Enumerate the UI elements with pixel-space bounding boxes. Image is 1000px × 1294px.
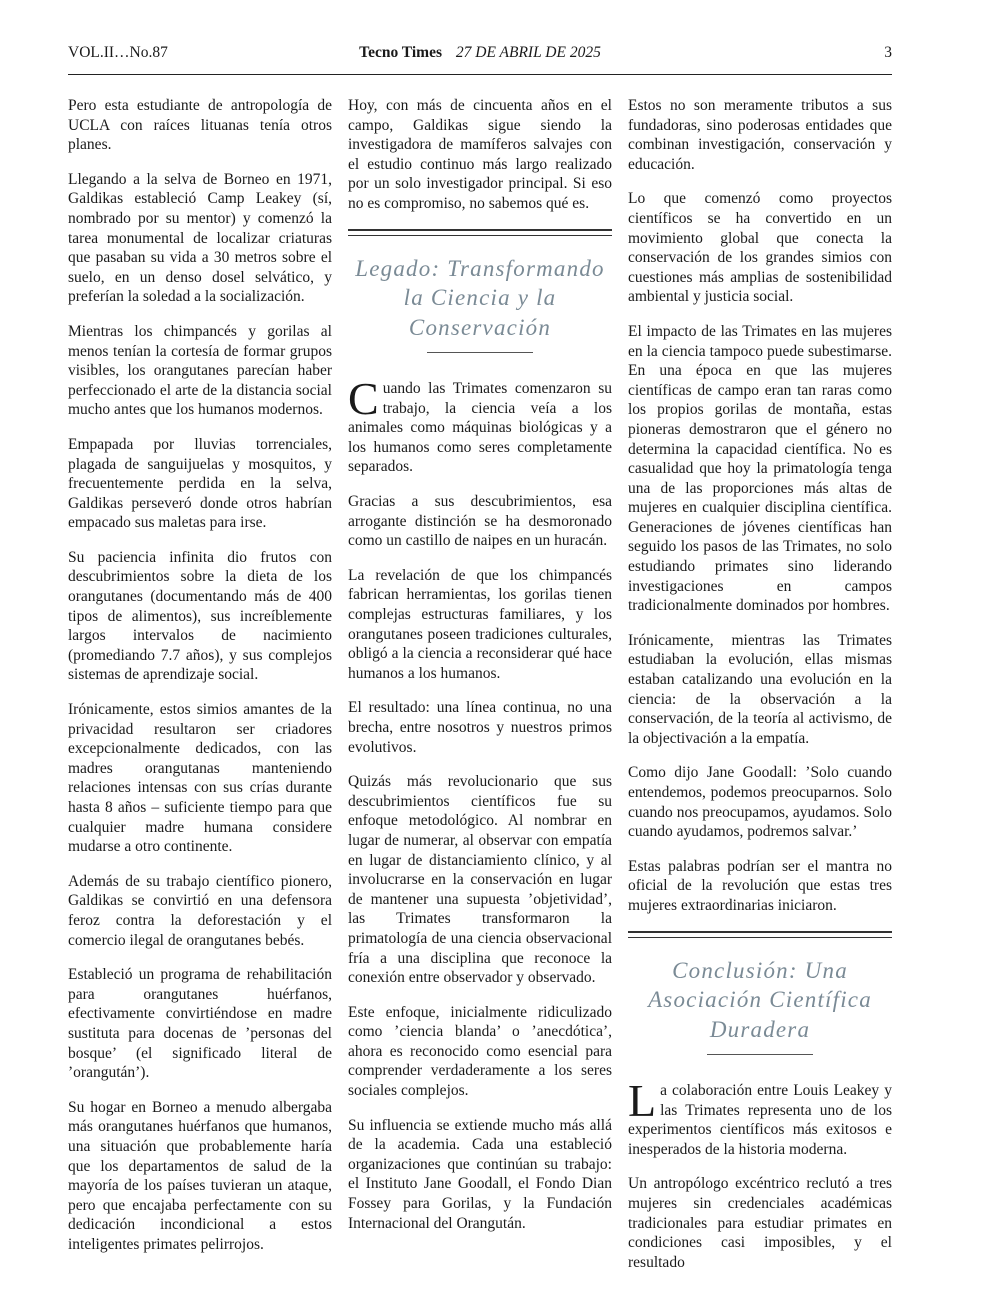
paragraph-text: a colaboración entre Louis Leakey y las Trimates representa uno de los experimentos científicos más exitosos e inesperados de la historia moderna. [628, 1082, 892, 1158]
paragraph: El impacto de las Trimates en las mujeres en la ciencia tampoco puede subestimarse. En una época en que las mujeres científicas de campo eran tan raras como los propios gorilas de montaña, estas pioneras demostraron que el género no determina la capacidad científica. No es casualidad que hoy la primatología tenga una de las proporciones más altas de mujeres en cualquier disciplina científica. Generaciones de jóvenes científicas han seguido los pasos de las Trimates, no solo estudiando primates sino liderando investigaciones en campos tradicionalmente dominados por hombres. [628, 322, 892, 615]
title-underline [427, 352, 533, 353]
paragraph: Hoy, con más de cincuenta años en el campo, Galdikas sigue siendo la investigadora de mamíferos salvajes con el estudio continuo más largo realizado por un solo investigador principal. Si eso no es compromiso, no sabemos qué es. [348, 97, 612, 212]
drop-cap: C [348, 373, 379, 425]
paragraph-with-dropcap [348, 373, 612, 477]
paragraph: Empapada por lluvias torrenciales, plagada de sanguijuelas y mosquitos, y frecuentemente perdida en la selva, Galdikas perseveró donde otros habrían empacado sus maletas para irse. [68, 435, 332, 532]
paragraph: Mientras los chimpancés y gorilas al menos tenían la cortesía de formar grupos visibles, los orangutanes parecían haber perfeccionado el arte de la distancia social mucho antes que los humanos modernos. [68, 322, 332, 419]
paragraph: Como dijo Jane Goodall: ’Solo cuando entendemos, podemos preocuparnos. Solo cuando nos preocupamos, ayudamos. Solo cuando ayudamos, podremos salvar.’ [628, 764, 892, 841]
section-title-legado: Legado: Transformando la Ciencia y la Conservación [355, 255, 605, 340]
column-3 [628, 96, 892, 1287]
section-title-conclusion: Conclusión: Una Asociación Científica Duradera [648, 957, 872, 1042]
title-underline [707, 1054, 813, 1055]
issue-date: 27 DE ABRIL DE 2025 [455, 44, 601, 61]
paragraph: Llegando a la selva de Borneo en 1971, Galdikas estableció Camp Leakey (sí, nombrado por su mentor) y comenzó la tarea monumental de localizar criaturas que pasaban su vida a 30 metros sobre el suelo, en un denso dosel selvático, y preferían la soledad a la socialización. [68, 170, 332, 306]
drop-cap: L [628, 1075, 657, 1127]
paragraph: Su influencia se extiende mucho más allá de la academia. Cada una estableció organizaciones que continúan su trabajo: el Instituto Jane Goodall, el Fondo Dian Fossey para Gorilas, y la Fundación Internacional del Orangután. [348, 1116, 612, 1232]
section-divider [628, 931, 892, 938]
masthead [68, 44, 892, 62]
paragraph: Lo que comenzó como proyectos científicos se ha convertido en un movimiento global que conecta la conservación de los grandes simios con cuestiones más amplias de sostenibilidad ambiental y justicia social. [628, 190, 892, 306]
paragraph: Estas palabras podrían ser el mantra no oficial de la revolución que estas tres mujeres extraordinarias iniciaron. [628, 857, 892, 914]
paragraph: Un antropólogo excéntrico reclutó a tres mujeres sin credenciales académicas tradicionales para estudiar primates en condiciones casi imposibles, y el resultado [628, 1175, 892, 1271]
paragraph: Su hogar en Borneo a menudo albergaba más orangutanes huérfanos que humanos, una situación que probablemente haría que los departamentos de salud de la mayoría de los países tuvieran un ataque, pero que encajaba perfectamente con su dedicación incondicional a estos inteligentes primates pelirrojos. [68, 1098, 332, 1253]
paragraph-text: uando las Trimates comenzaron su trabajo, la ciencia veía a los animales como máquinas biológicas y a los humanos como seres completamente separados. [348, 380, 612, 476]
paragraph: Irónicamente, estos simios amantes de la privacidad resultaron ser criadores excepcionalmente dedicados, con las madres orangutanas manteniendo relaciones intensas con sus crías durante hasta 8 años – suficiente tiempo para que cualquier madre humana considere mudarse a otro continente. [68, 701, 332, 856]
column-1 [68, 96, 332, 1269]
header-divider [68, 74, 892, 75]
publication-name: Tecno Times [359, 44, 442, 61]
paragraph-with-dropcap [628, 1075, 892, 1159]
page-header [68, 42, 892, 64]
paragraph: Además de su trabajo científico pionero, Galdikas se convirtió en una defensora feroz contra la deforestación y el comercio ilegal de orangutanes bebés. [68, 872, 332, 949]
paragraph: Irónicamente, mientras las Trimates estudiaban la evolución, ellas mismas estaban catalizando una evolución en la ciencia: de la observación a la conservación, de la teoría al activismo, de la objectivación a la empatía. [628, 631, 892, 747]
volume-number: VOL.II…No.87 [68, 44, 168, 61]
paragraph: Quizás más revolucionario que sus descubrimientos científicos fue su enfoque metodológico. Al nombrar en lugar de numerar, al observar con empatía en lugar de distanciamiento clínico, y al involucrarse en la conservación en lugar de mantener una supuesta ’objetividad’, las Trimates transformaron la primatología de una ciencia observacional fría a una disciplina que reconoce la conexión entre observador y observado. [348, 773, 612, 987]
column-2 [348, 96, 612, 1248]
paragraph: Gracias a sus descubrimientos, esa arrogante distinción se ha desmoronado como un castillo de naipes en un huracán. [348, 493, 612, 550]
paragraph: El resultado: una línea continua, no una brecha, entre nosotros y nuestros primos evolutivos. [348, 699, 612, 756]
paragraph: Estos no son meramente tributos a sus fundadoras, sino poderosas entidades que combinan investigación, conservación y educación. [628, 97, 892, 173]
paragraph: Su paciencia infinita dio frutos con descubrimientos sobre la dieta de los orangutanes (documentando más de 400 tipos de alimentos), sus increíblemente largos intervalos de nacimiento (promediando 7.7 años), y sus complejos sistemas de aprendizaje social. [68, 548, 332, 684]
paragraph: Pero esta estudiante de antropología de UCLA con raíces lituanas tenía otros planes. [68, 97, 332, 154]
paragraph: Este enfoque, inicialmente ridiculizado como ’ciencia blanda’ o ’anecdótica’, ahora es reconocido como esencial para comprender verdaderamente a los seres sociales complejos. [348, 1003, 612, 1100]
section-divider [348, 229, 612, 236]
paragraph: La revelación de que los chimpancés fabrican herramientas, los gorilas tienen complejas estructuras familiares, y los orangutanes poseen tradiciones culturales, obligó a la ciencia a reconsiderar qué hace humanos a los humanos. [348, 566, 612, 682]
page-number: 3 [884, 44, 892, 61]
paragraph: Estableció un programa de rehabilitación para orangutanes huérfanos, efectivamente convirtiéndose en madre sustituta para docenas de ’personas del bosque’ (el significado literal de ’orangután’). [68, 966, 332, 1082]
